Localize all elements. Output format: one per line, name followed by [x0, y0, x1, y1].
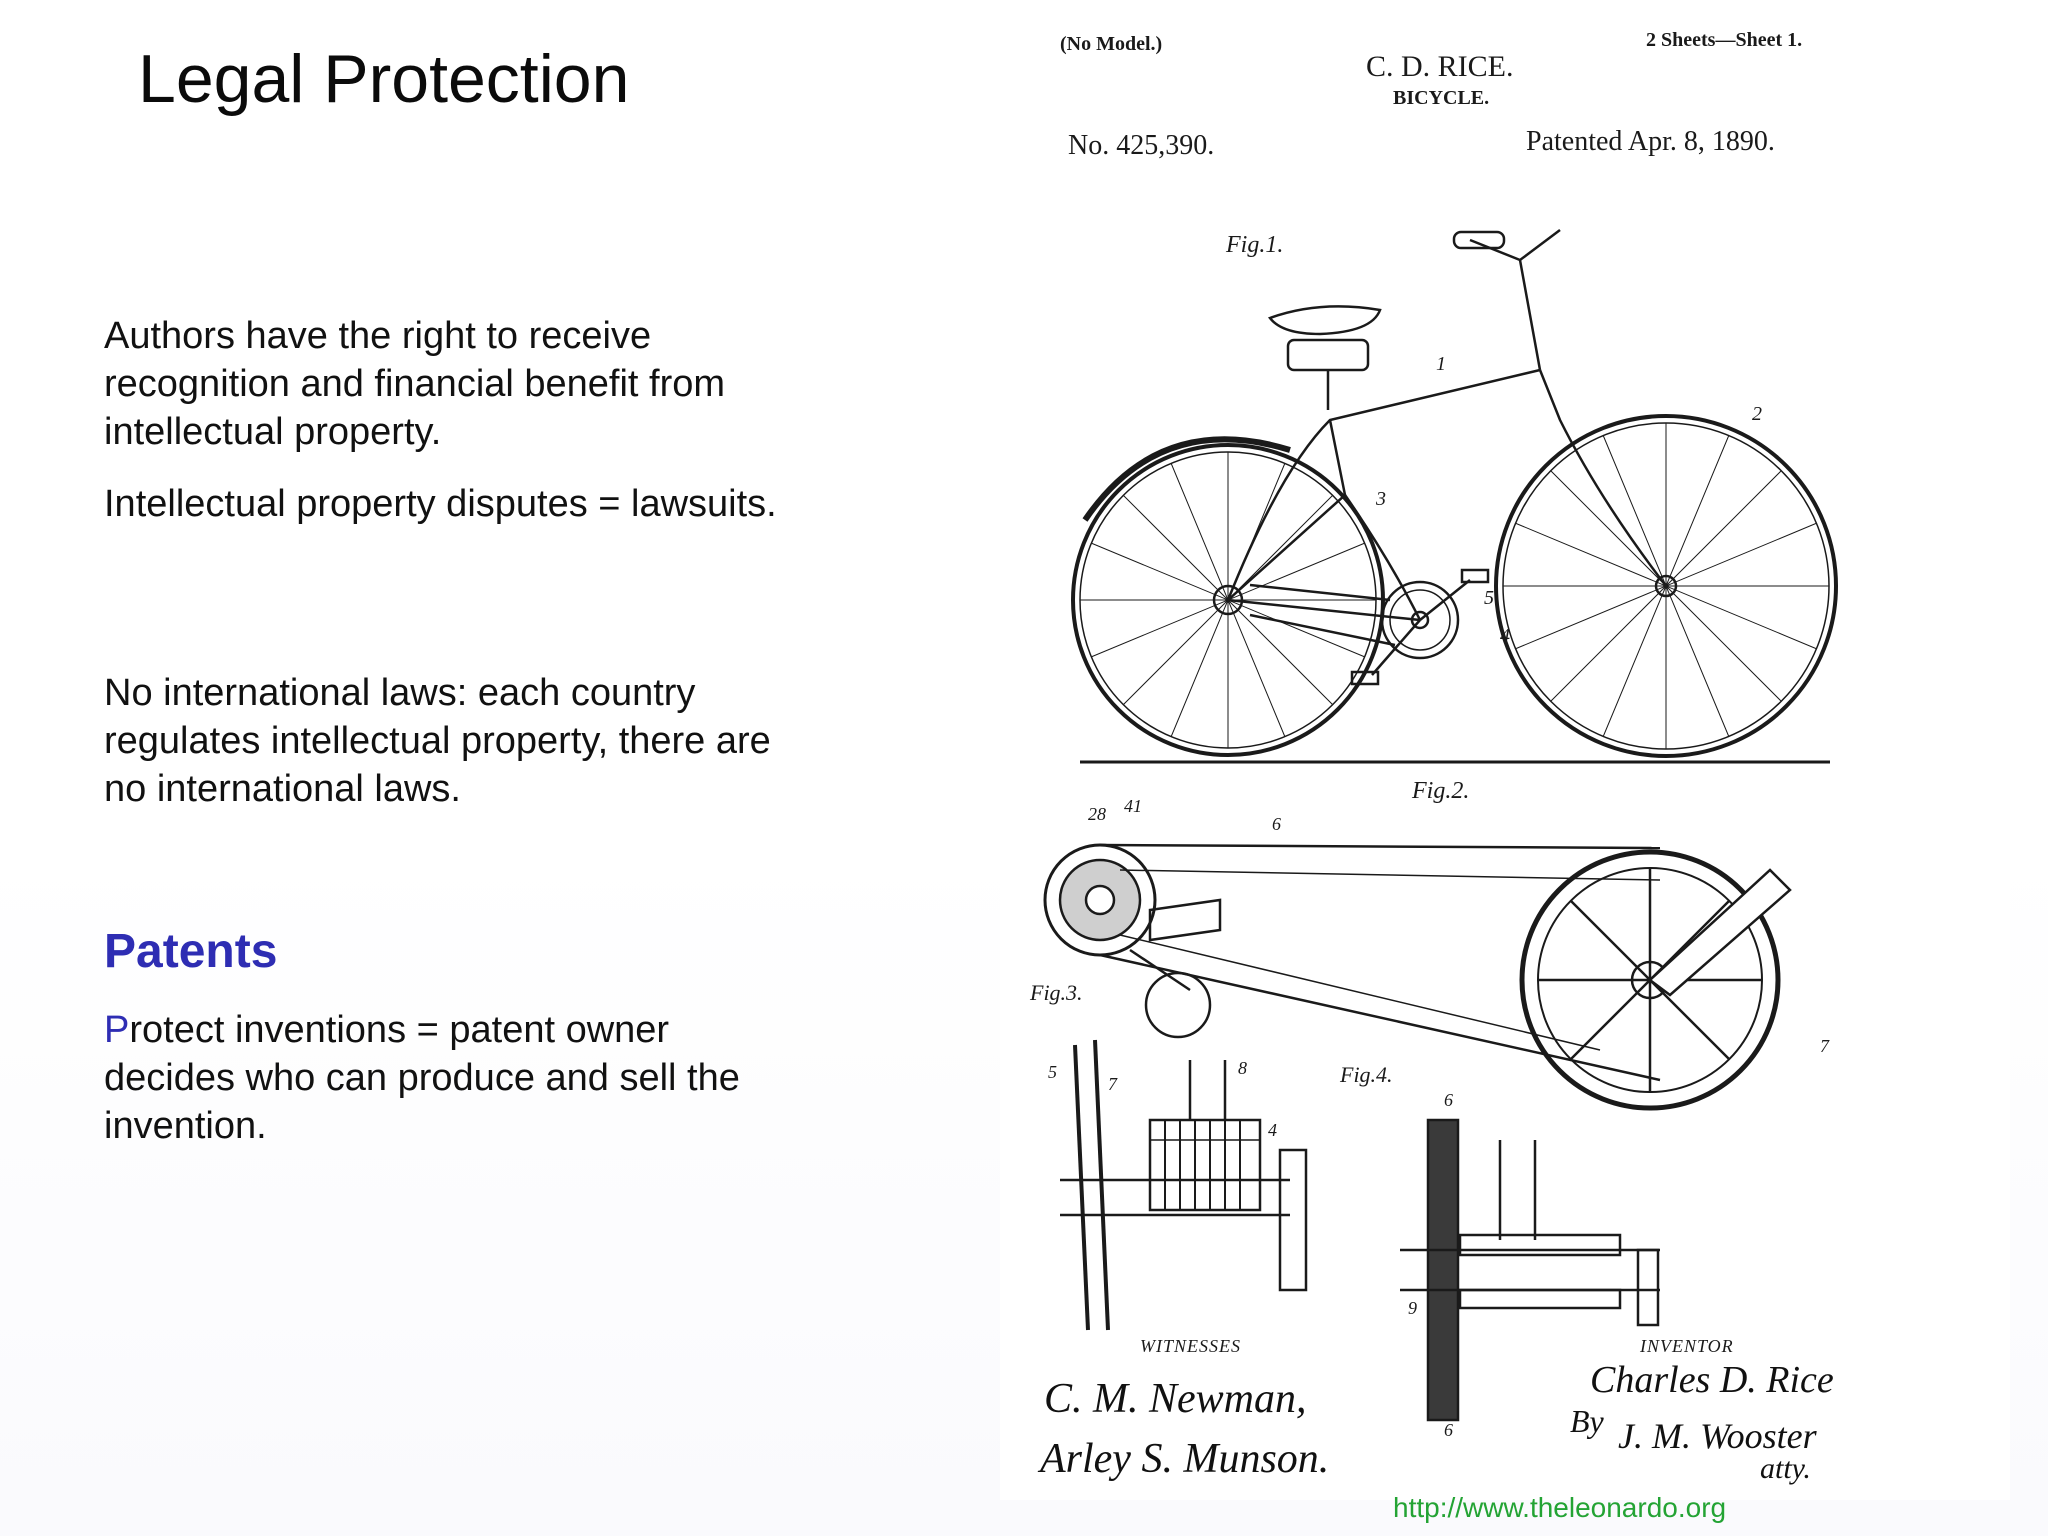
paragraph-patents-initial: P [104, 1009, 130, 1051]
paragraph-disputes: Intellectual property disputes = lawsuits. [104, 483, 777, 525]
patent-drawing-svg [1000, 0, 2010, 1500]
witness1-signature: C. M. Newman, [1044, 1376, 1307, 1422]
inventor-signature: Charles D. Rice [1590, 1359, 1834, 1401]
fig4-label: Fig.4. [1340, 1062, 1393, 1087]
inventor-label: INVENTOR [1640, 1336, 1734, 1356]
paragraph-international-laws: No international laws: each country regulates intellectual property, there are no international laws. [104, 672, 771, 810]
slide-title: Legal Protection [138, 41, 630, 117]
source-link[interactable]: http://www.theleonardo.org [1393, 1492, 1727, 1523]
patent-number: No. 425,390. [1068, 130, 1215, 161]
attorney-by: By [1570, 1403, 1604, 1439]
bicycle-side-view [1073, 230, 1836, 762]
paragraph-patents-text: rotect inventions = patent owner decides who can produce and sell the invention. [104, 1009, 740, 1147]
patent-subject: BICYCLE. [1393, 87, 1490, 109]
fig4-ref-6-top: 6 [1444, 1090, 1453, 1110]
fig2-label: Fig.2. [1412, 778, 1470, 804]
chain-drive-detail [1045, 845, 1790, 1108]
section-heading-patents: Patents [104, 925, 278, 978]
fig2-ref-28: 28 [1088, 804, 1106, 824]
witnesses-label: WITNESSES [1140, 1336, 1241, 1356]
paragraph-author-rights: Authors have the right to receive recognition and financial benefit from intellectual property. [104, 315, 726, 453]
patent-drawing-image [1000, 0, 2010, 1500]
fig2-ref-7: 7 [1820, 1036, 1829, 1056]
fig3-ref-5: 5 [1048, 1062, 1057, 1082]
fig1-ref-4: 4 [1500, 625, 1510, 647]
fig4-ref-9: 9 [1408, 1298, 1417, 1318]
fig3-ref-7: 7 [1108, 1074, 1117, 1094]
fig1-ref-3: 3 [1376, 488, 1386, 510]
bicycle-spokes [1080, 423, 1829, 749]
fig4-ref-6-bottom: 6 [1444, 1420, 1453, 1440]
patent-date: Patented Apr. 8, 1890. [1526, 126, 1775, 157]
fig1-ref-1: 1 [1436, 353, 1446, 375]
patent-model-note: (No Model.) [1060, 33, 1163, 55]
fig3-label: Fig.3. [1030, 980, 1083, 1005]
patent-inventor-name: C. D. RICE. [1366, 50, 1514, 83]
witness2-signature: Arley S. Munson. [1040, 1436, 1330, 1482]
fig2-ref-6: 6 [1272, 814, 1281, 834]
fig3-ref-8: 8 [1238, 1058, 1247, 1078]
fig1-label: Fig.1. [1226, 232, 1284, 258]
fig2-ref-41: 41 [1124, 796, 1142, 816]
attorney-suffix: atty. [1760, 1452, 1811, 1485]
patent-sheets: 2 Sheets—Sheet 1. [1646, 29, 1803, 51]
fig1-ref-5: 5 [1484, 587, 1494, 609]
paragraph-patents [104, 1006, 804, 1150]
attorney-signature: J. M. Wooster [1618, 1416, 1817, 1456]
fig3-hub-detail [1060, 1040, 1306, 1330]
fig1-ref-2: 2 [1752, 403, 1762, 425]
fig3-ref-4: 4 [1268, 1120, 1277, 1140]
